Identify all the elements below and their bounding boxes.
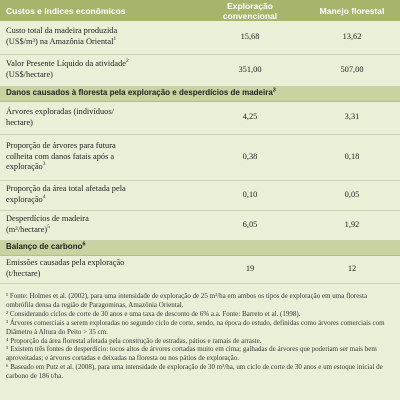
row-label: Proporção de árvores para futura colheita com danos fatais após a exploração$^3$ <box>0 134 196 180</box>
row-label: Emissões causadas pela exploração (t/hectare) <box>0 255 196 283</box>
footnote-1: ¹ Fonte: Holmes et al. (2002), para uma intensidade de exploração de 25 m³/ha em ambos os tipos de exploração em uma floresta ombrófila densa da região de Paragominas, Amazônia Oriental. <box>6 292 368 309</box>
row-label: Árvores exploradas (indivíduos/ hectare) <box>0 101 196 134</box>
value-manejo: 1,92 <box>304 210 400 240</box>
table-row <box>0 255 400 283</box>
header-exploracao-convencional: Exploração convencional <box>196 0 304 21</box>
header-custos: Custos e índices econômicos <box>0 0 196 21</box>
section-header-danos: Danos causados à floresta pela exploração e desperdícios de madeira$^3$ <box>0 86 400 101</box>
value-convencional: 0,10 <box>196 180 304 210</box>
table-row <box>0 54 400 86</box>
table-row <box>0 180 400 210</box>
value-manejo: 12 <box>304 255 400 283</box>
value-convencional: 15,68 <box>196 21 304 54</box>
section-label: Danos causados à floresta pela exploração e desperdícios de madeira <box>6 88 273 98</box>
value-manejo: 3,31 <box>304 101 400 134</box>
row-label: Desperdícios de madeira (m³/hectare)$^5$ <box>0 210 196 240</box>
value-convencional: 0,38 <box>196 134 304 180</box>
row-label: Custo total da madeira produzida (US$/m³) na Amazônia Oriental$^1$ <box>0 21 196 54</box>
section-label: Balanço de carbono <box>6 242 83 252</box>
header-manejo-florestal: Manejo florestal <box>304 0 400 21</box>
footnote-2: ² Considerando ciclos de corte de 30 anos e uma taxa de desconto de 6% a.a. Fonte: Barreto et al. (1998). <box>6 309 301 318</box>
value-convencional: 19 <box>196 255 304 283</box>
footnote-4: ⁴ Proporção da área florestal afetada pela construção de estradas, pátios e ramais de arraste. <box>6 336 262 345</box>
footnotes <box>6 292 396 381</box>
table-row <box>0 21 400 54</box>
row-label: Proporção da área total afetada pela exploração$^4$ <box>0 180 196 210</box>
row-label: Valor Presente Líquido da atividade$^2$ (US$/hectare) <box>0 54 196 86</box>
table-row <box>0 101 400 134</box>
value-convencional: 351,00 <box>196 54 304 86</box>
footnote-6: ⁶ Baseado em Putz et al. (2008), para uma intensidade de exploração de 30 m³/ha, um ciclo de corte de 30 anos e um estoque inicial de carbono de 186 t/ha. <box>6 363 383 381</box>
footnote-5: ⁵ Existem três fontes de desperdício: tocos altos de árvores cortadas muito em cima; galhadas de árvores que poderiam ser mais bem aproveitadas; e árvores cortadas e deixadas na floresta ou nos pátios de exploração. <box>6 345 377 363</box>
value-manejo: 507,00 <box>304 54 400 86</box>
table-row <box>0 210 400 240</box>
value-manejo: 0,05 <box>304 180 400 210</box>
value-manejo: 0,18 <box>304 134 400 180</box>
footnote-3: ³ Árvores comerciais a serem exploradas no segundo ciclo de corte, sendo, na época do estudo, definidas como árvores comerciais com Diâmetro à Altura do Peito > 35 cm. <box>6 318 385 336</box>
value-convencional: 6,05 <box>196 210 304 240</box>
section-header-carbono: Balanço de carbono$^6$ <box>0 240 400 255</box>
table-row <box>0 134 400 180</box>
value-convencional: 4,25 <box>196 101 304 134</box>
table-header-row <box>0 0 400 21</box>
value-manejo: 13,62 <box>304 21 400 54</box>
